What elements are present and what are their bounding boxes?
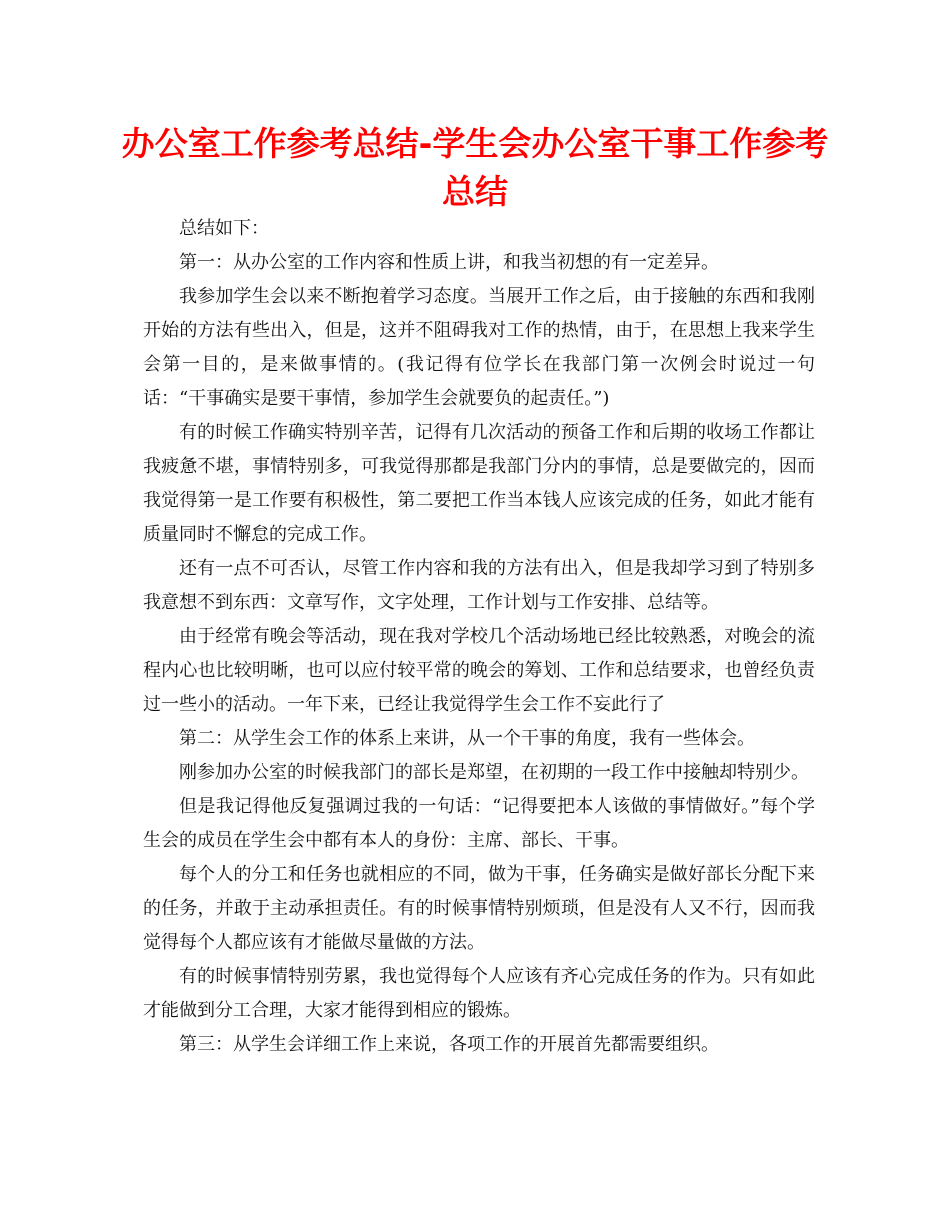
paragraph: 总结如下： [179,218,269,239]
paragraph: 有的时候事情特别劳累，我也觉得每个人应该有齐心完成任务的作为。只有如此才能做到分工合理，大家才能得到相应的锻炼。 [143,966,815,1021]
paragraph: 每个人的分工和任务也就相应的不同，做为干事，任务确实是做好部长分配下来的任务，并敢于主动承担责任。有的时候事情特别烦琐，但是没有人又不行，因而我觉得每个人都应该有才能做尽量做的方法。 [143,864,815,953]
paragraph: 刚参加办公室的时候我部门的部长是郑望，在初期的一段工作中接触却特别少。 [179,762,809,783]
document-title: 办公室工作参考总结-学生会办公室干事工作参考总结 [121,124,829,211]
paragraph: 我参加学生会以来不断抱着学习态度。当展开工作之后，由于接触的东西和我刚开始的方法有些出入，但是，这并不阻碍我对工作的热情，由于，在思想上我来学生会第一目的，是来做事情的。(我记得有位学长在我部门第一次例会时说过一句话：“干事确实是要干事情，参加学生会就要负的起责任。”) [143,286,815,409]
paragraph: 有的时候工作确实特别辛苦，记得有几次活动的预备工作和后期的收场工作都让我疲惫不堪，事情特别多，可我觉得那都是我部门分内的事情，总是要做完的，因而我觉得第一是工作要有积极性，第二要把工作当本钱人应该完成的任务，如此才能有质量同时不懈怠的完成工作。 [143,422,815,545]
paragraph: 由于经常有晚会等活动，现在我对学校几个活动场地已经比较熟悉，对晚会的流程内心也比较明晰，也可以应付较平常的晚会的筹划、工作和总结要求，也曾经负责过一些小的活动。一年下来，已经让我觉得学生会工作不妄此行了 [143,626,815,715]
paragraph: 但是我记得他反复强调过我的一句话：“记得要把本人该做的事情做好。”每个学生会的成员在学生会中都有本人的身份：主席、部长、干事。 [143,796,815,851]
paragraph: 第三：从学生会详细工作上来说，各项工作的开展首先都需要组织。 [179,1034,719,1055]
paragraph: 还有一点不可否认，尽管工作内容和我的方法有出入，但是我却学习到了特别多我意想不到东西：文章写作，文字处理，工作计划与工作安排、总结等。 [143,558,815,613]
document-body [143,212,815,1062]
paragraph: 第二：从学生会工作的体系上来讲，从一个干事的角度，我有一些体会。 [179,728,755,749]
paragraph: 第一：从办公室的工作内容和性质上讲，和我当初想的有一定差异。 [179,252,719,273]
